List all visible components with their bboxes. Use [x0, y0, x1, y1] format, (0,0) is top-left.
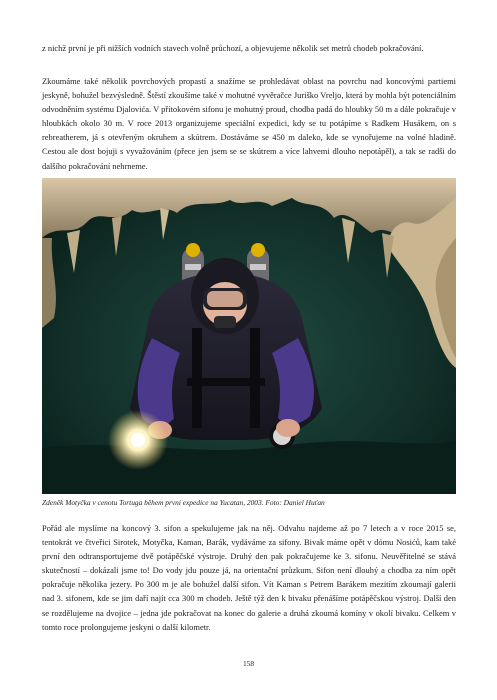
- paragraph-surface-exploration: Zkoumáme také několik povrchových propastí a snažíme se prohledávat oblast na povrchu nad koncovými partiemi jeskyně, bohužel bezvýsledně. Štěstí zkoušíme také v mohutné vyvěračce Juriško Vreljo, která by mohla být potenciálním odvodněním systému Djalovića. V přítokovém sifonu je mohutný proud, chodba padá do hloubky 50 m a dále pokračuje v hloubkách okolo 30 m. V roce 2013 organizujeme speciální expedici, kdy se tu potápíme s Radkem Husákem, on s rebreatherem, já s otevřeným okruhem a skútrem. Dostáváme se 450 m daleko, kde se vynořujeme na volné hladině. Cestou ale dost bojuji s vyvažováním (přece jen jsem se se skútrem a více lahvemi dlouho nepotápěl), a tak se radši do dalšího pokračování nehrneme.: [42, 76, 456, 171]
- dive-light: [108, 410, 168, 470]
- paragraph-intro: z nichž první je při nižších vodních stavech volně průchozí, a objevujeme několik set metrů chodeb pokračování.: [42, 43, 424, 53]
- paragraph-third-sump: Pořád ale myslíme na koncový 3. sifon a spekulujeme jak na něj. Odvahu najdeme až po 7 letech a v roce 2015 se, tentokrát ve čtveřici Sirotek, Motyčka, Kaman, Barák, vydáváme za sifony. Bivak máme opět v dómu Nosićů, kam také první den odtransportujeme dvě potápěčské výstroje. Druhý den pak pokračujeme ke 3. sifonu. Neuvěřitelné se stává skutečností – dokázali jsme to! Do vody jdu pouze já, na orientační průzkum. Sifon není dlouhý a chodba za ním opět pokračuje několika jezery. Po 300 m je ale bohužel další sifon. Vít Kaman s Petrem Barákem mezitím zkoumají galerii nad 3. sifonem, kde se jim daří najít cca 300 m chodeb. Ještě týž den k bivaku přenášíme potápěčskou výstroj. Další den se rozdělujeme na dvojice – jedna jde pokračovat na konec do galerie a druhá zkoumá komíny v okolí bivaku. Celkem v tomto roce prolongujeme jeskyni o další kilometr.: [42, 523, 456, 632]
- cave-diver-photo: [42, 178, 456, 494]
- page-number: 158: [242, 659, 255, 668]
- photo-caption: Zdeněk Motyčka v cenotu Tortuga během první expedice na Yucatan, 2003. Foto: Daniel Huťan: [42, 498, 325, 507]
